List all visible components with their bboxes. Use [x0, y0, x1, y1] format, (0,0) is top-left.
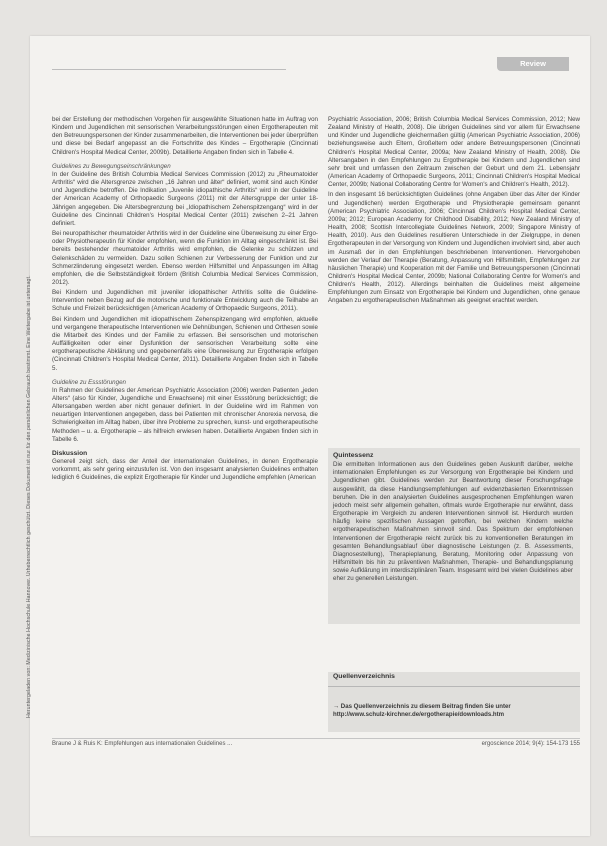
- paragraph: bei der Erstellung der methodischen Vorgehen für ausgewählte Situationen hatte im Auftrag von Kindern und Jugendlichen mit sensorischen Verarbeitungsstörungen einen Ergotherapeuten mit den Betreuungspersonen der Kinder zusammenarbeiten, die Interventionen bei jeder überprüften und diese bei Bedarf angepasst an die Fortschritte des Kindes – Ergotherapie (Cincinnati Children's Hospital Medical Center, 2009b). Detaillierte Angaben finden sich in Tabelle 4.: [52, 116, 318, 156]
- paragraph: Generell zeigt sich, dass der Anteil der internationalen Guidelines, in denen Ergotherapie vorkommt, als sehr gering einzustufen ist. Von den insgesamt analysierten Guidelines enthalten lediglich 6 Guidelines, die explizit Ergotherapie für Kinder und Jugendliche empfehlen (American: [52, 458, 318, 482]
- footer-citation: Braune J & Ruis K: Empfehlungen aus internationalen Guidelines ...: [52, 741, 233, 747]
- left-column: [52, 116, 318, 485]
- paragraph: Bei Kindern und Jugendlichen mit idiopathischem Zehenspitzengang wird empfohlen, aktuelle und vergangene therapeutische Interventionen wie Dehnübungen, Schienen und Orthesen sowie die Mitarbeit des Kindes und der Familie zu erfassen. Bei sensorischen und motorischen Auffälligkeiten oder einer Dysfunktion der sensorischen Verarbeitung sollte eine ergotherapeutische Abklärung und gegebenenfalls eine Überweisung zur Ergotherapie erfolgen (Cincinnati Children's Hospital Medical Center, 2011). Detaillierte Angaben finden sich in Tabelle 5.: [52, 315, 318, 372]
- footer-journal: ergoscience 2014; 9(4): 154-173 155: [481, 741, 580, 747]
- references-rule: [328, 686, 580, 687]
- paragraph: Psychiatric Association, 2006; British Columbia Medical Services Commission, 2012; New Zealand Ministry of Health, 2008). Die übrigen Guidelines sind vor allem für Erwachsene und Kinder und Jugendliche gleichermaßen gültig (American Psychiatric Association, 2006) beziehungsweise auch Eltern, Großeltern oder andere Betreuungspersonen (Cincinnati Children's Hospital Medical Center, 2009a; New Zealand Ministry of Health, 2008). Die Altersangaben in den Empfehlungen zu Ergotherapie bei Kindern und Jugendlichen sind sehr breit und umfassen den Zeitraum zwischen der Geburt und dem 21. Lebensjahr (American Academy of Orthopaedic Surgeons, 2011; Cincinnati Children's Hospital Medical Center, 2009b; National Collaborating Centre for Women's and Children's Health, 2012).: [328, 116, 580, 189]
- references-text: [333, 703, 578, 719]
- margin-download-note: Heruntergeladen von: Medizinische Hochschule Hannover. Urheberrechtlich geschützt. Dieses Dokument ist nur für den persönlichen Gebrauch bestimmt. Eine Weitergabe ist untersagt.: [26, 275, 32, 718]
- header-rule: [52, 69, 286, 70]
- footer-rule: [52, 738, 580, 739]
- paragraph: In Rahmen der Guidelines der American Psychiatric Association (2006) werden Patienten „jeden Alters“ (also für Kinder, Jugendliche und Erwachsene) mit einer Essstörung berücksichtigt; die Altersangaben werden aber nicht genauer definiert. In der Guideline wird im Rahmen von neuartigen Interventionen angegeben, dass bei Patienten mit chronischer Anorexia nervosa, die Schwierigkeiten im Alltag haben, über ihre Probleme zu sprechen, kunst- und ergotherapeutische Methoden – u. a. Ergotherapie – als hilfreich erwiesen haben. Detaillierte Angaben finden sich in Tabelle 6.: [52, 386, 318, 443]
- summary-title: Quintessenz: [333, 452, 374, 459]
- paragraph: Bei neuropathischer rheumatoider Arthritis wird in der Guideline eine Überweisung zu einer Ergo- oder Physiotherapeutin für Kinder empfohlen, wenn die Funktion im Alltag eingeschränkt ist. Bei bereits bestehender rheumatoider Arthritis wird empfohlen, die Gelenke zu schützen und Gelenkschäden zu vermeiden. Dazu sollen Schienen zur Verbesserung der Funktion und zur Schmerzlinderung eingesetzt werden. Ebenso werden Hilfsmittel und Anpassungen im Alltag empfohlen, die die Selbstständigkeit fördern (British Columbia Medical Services Commission, 2012).: [52, 230, 318, 286]
- references-intro: → Das Quellenverzeichnis zu diesem Beitrag finden Sie unter: [333, 703, 511, 710]
- references-title: Quellenverzeichnis: [333, 673, 395, 680]
- section-tab: Review: [497, 57, 569, 71]
- references-link[interactable]: http://www.schulz-kirchner.de/ergotherapie/downloads.htm: [333, 711, 505, 719]
- summary-box-content: [333, 452, 573, 584]
- references-box: [328, 672, 580, 732]
- summary-text: Die ermittelten Informationen aus den Guidelines geben Auskunft darüber, welche internationalen Empfehlungen es zur Versorgung von Ergotherapie bei Kindern und Jugendlichen gibt. Guidelines werden zur Beantwortung dieser Forschungsfrage ausgewählt, da diese Handlungsempfehlungen auf evidenzbasierten Erkenntnissen beruhen. Die in den analysierten Guidelines ausgesprochenen Empfehlungen waren jedoch meist sehr allgemein gehalten, oftmals wurde Ergotherapie nur erwähnt, dass Ergotherapie im Vergleich zu anderen Interventionen sinnvoll ist. Hierdurch wurden häufig keine spezifischen Aussagen getroffen, bei welchen Kindern welche ergotherapeutischen Maßnahmen sinnvoll sind. Das Spektrum der empfohlenen Interventionen der Ergotherapie reicht zurück bis zu konventionellen Beratungen im gesamten Behandlungsablauf über diagnostische Leistungen (z. B. Assessments, Diagnosestellung), Therapieplanung, Beratung, Monitoring oder Anpassung von Hilfsmitteln bis hin zu präventiven Maßnahmen, Therapie- und Behandlungsplanung sowie Aufklärung im interdisziplinären Team. Insgesamt wird bei vielen Guidelines aber eher zu generellen Leistungen.: [333, 461, 573, 583]
- discussion-heading: Diskussion: [52, 449, 88, 457]
- paragraph: Bei Kindern und Jugendlichen mit juveniler idiopathischer Arthritis sollte die Guideline-Intervention neben Bezug auf die motorische und funktionale Entwicklung auch die Teilhabe an Schule und Freizeit berücksichtigen (American Academy of Orthopaedic Surgeons, 2011).: [52, 289, 318, 313]
- paragraph: In der Guideline des British Columbia Medical Services Commission (2012) zu „Rheumatoider Arthritis“ wird die Altersgrenze zwischen „16 Jahren und älter“ definiert, womit sind auch Kinder und Jugendliche betroffen. Die Indikation „Juvenile idiopathische Arthritis“ wird in der Guideline der American Academy of Orthopaedic Surgeons (2011) mit der Altersgruppe der unter 18-Jährigen angegeben. Die Altersbegrenzung bei „Idiopathischem Zehenspitzengang“ wird in der Guideline des Cincinnati Children's Hospital Medical Center (2011) zwischen 2–21 Jahren definiert.: [52, 170, 318, 227]
- section-heading: Guideline zu Essstörungen: [52, 378, 126, 386]
- paragraph: In den insgesamt 16 berücksichtigten Guidelines (ohne Angaben über das Alter der Kinder und Jugendlichen) werden Ergotherapie und Physiotherapie gemeinsam genannt (American Psychiatric Association, 2006; Cincinnati Children's Hospital Medical Center, 2009a; 2012; European Academy for Childhood Disability, 2012; New Zealand Ministry of Health, 2008; Scottish Intercollegiate Guidelines Network, 2009; Singapore Ministry of Health, 2010). Aus den Guidelines resultieren Unterschiede in der Zielgruppe, in denen Ergotherapeuten in der Versorgung von Kindern und Jugendlichen involviert sind, aber auch im Ausmaß der in den Empfehlungen beschriebenen Interventionen. Hervorgehoben werden der Verlauf der Therapie (Beratung, Anpassung von Hilfsmitteln, Empfehlungen zur häuslichen Therapie) und Kooperation mit der Familie und Betreuungspersonen (Cincinnati Children's Hospital Medical Center, 2009b; National Collaborating Centre for Women's and Children's Health, 2012). Allerdings beinhalten die Guidelines meist allgemeine Empfehlungen zum Einsatz von Ergotherapie bei Kindern und Jugendlichen, ohne genaue Angaben zu ergotherapeutischen Maßnahmen als geeignet erachtet werden.: [328, 191, 580, 305]
- right-column: [328, 116, 580, 308]
- section-heading: Guidelines zu Bewegungseinschränkungen: [52, 162, 171, 170]
